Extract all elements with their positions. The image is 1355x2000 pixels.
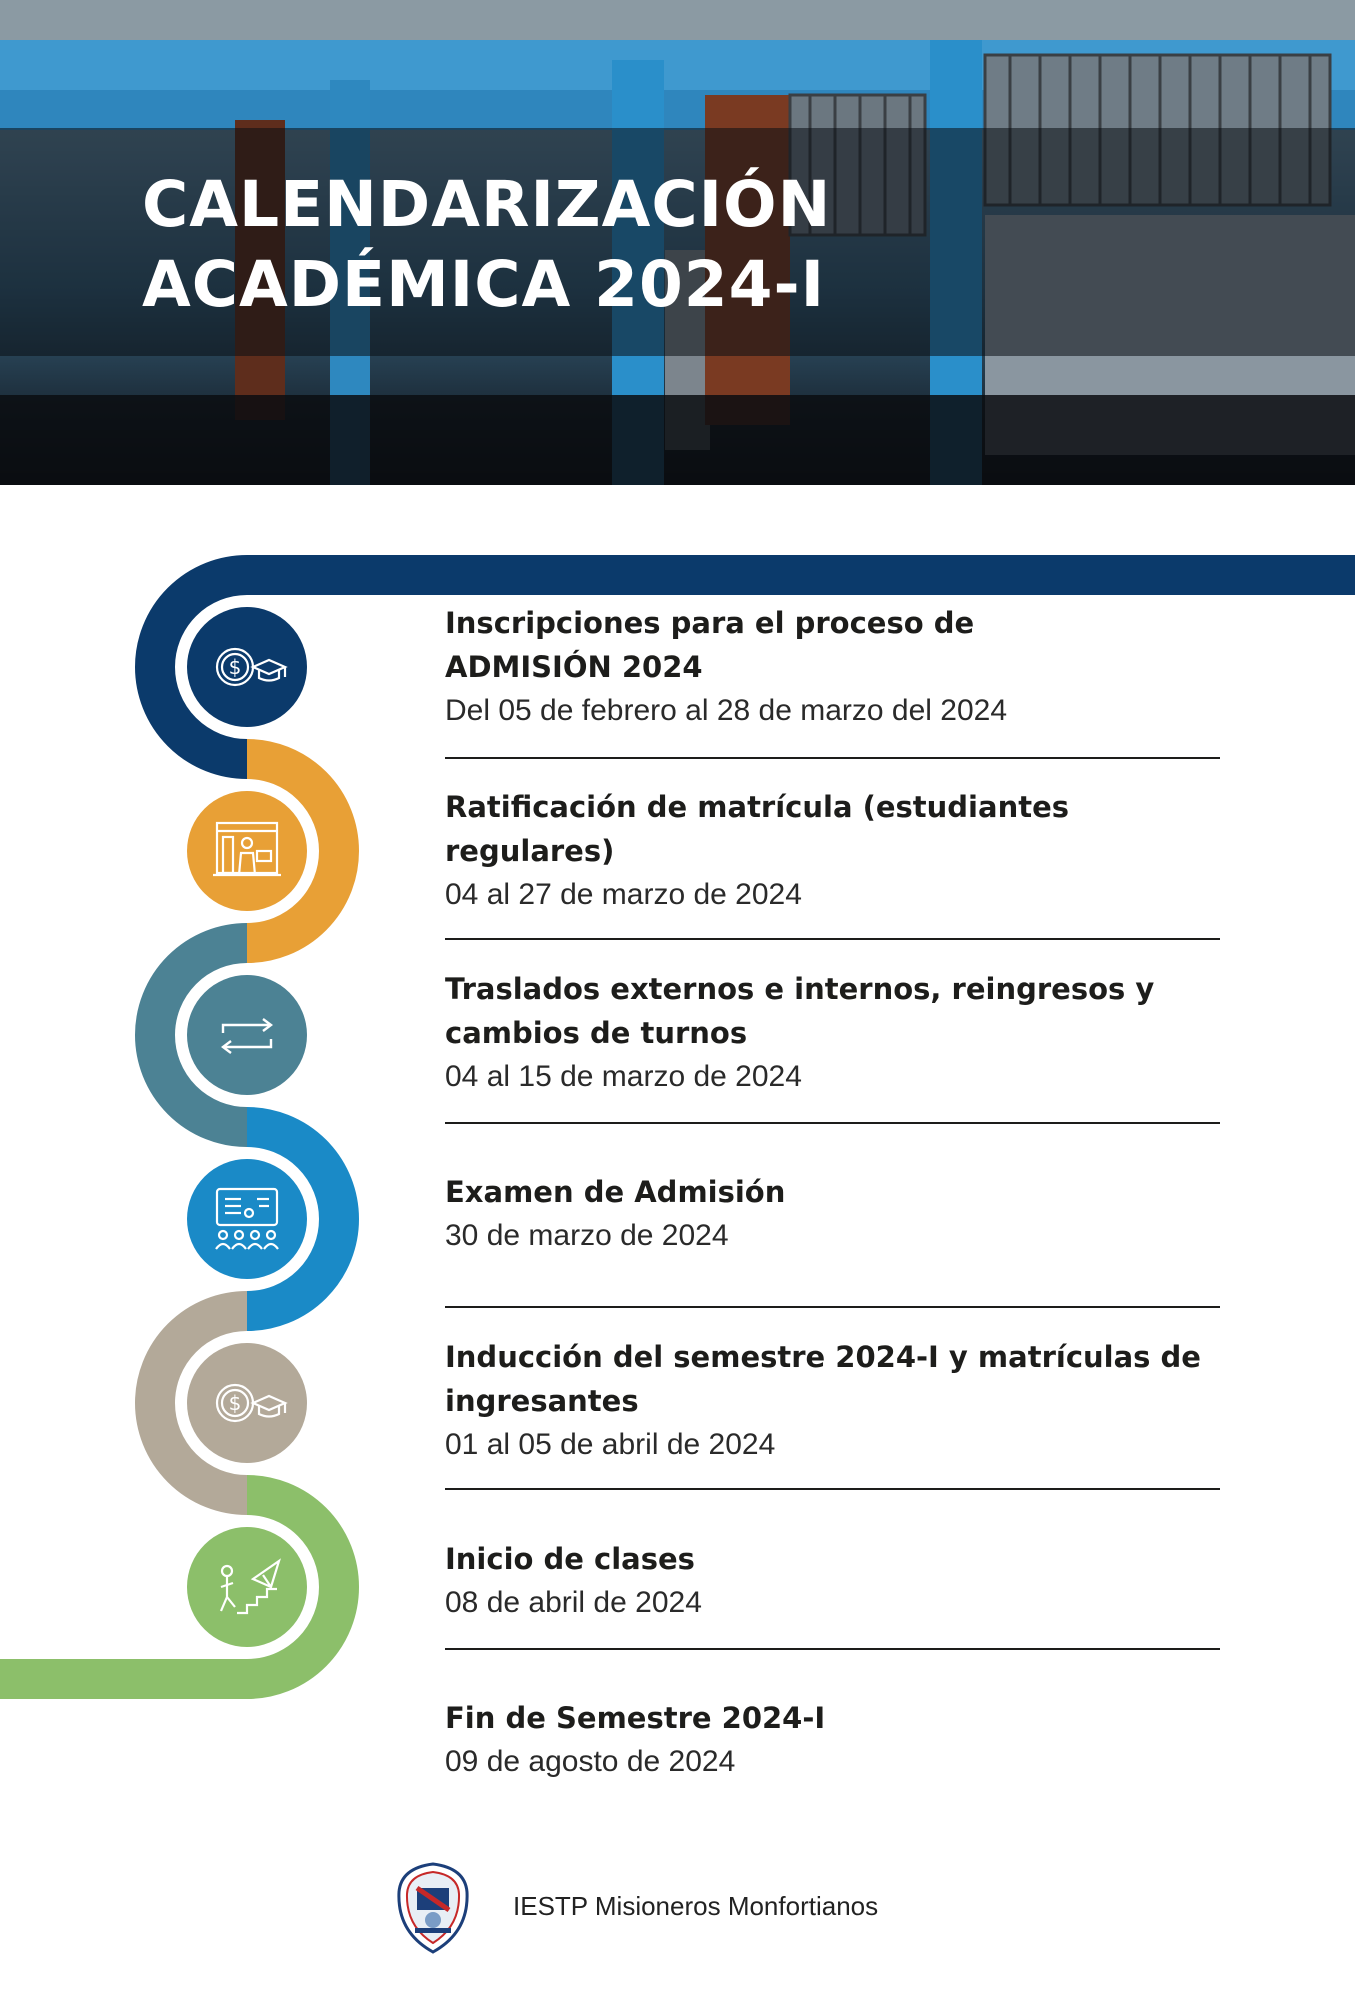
institution-logo: [395, 1862, 471, 1954]
event-date: 09 de agosto de 2024: [445, 1745, 736, 1778]
classroom-exam-icon: [187, 1159, 307, 1279]
event-date: 08 de abril de 2024: [445, 1586, 702, 1619]
divider: [445, 1488, 1220, 1490]
title-line-1: CALENDARIZACIÓN: [142, 168, 832, 241]
event-title: Traslados externos e internos, reingresos y cambios de turnos: [445, 972, 1155, 1050]
event-enrollment-ratification: [445, 785, 1220, 917]
event-date: 30 de marzo de 2024: [445, 1219, 729, 1252]
event-title: Inducción del semestre 2024-I y matrículas de ingresantes: [445, 1340, 1201, 1418]
event-admission-exam: [445, 1170, 1220, 1258]
event-admission-registration: [445, 601, 1220, 733]
divider: [445, 1306, 1220, 1308]
transfer-arrows-icon: [187, 975, 307, 1095]
divider: [445, 757, 1220, 759]
event-title: Inscripciones para el proceso de ADMISIÓN 2024: [445, 606, 975, 684]
money-graduation-icon: [187, 607, 307, 727]
event-transfers: [445, 967, 1220, 1099]
event-date: 04 al 27 de marzo de 2024: [445, 878, 802, 911]
event-induction: [445, 1335, 1220, 1467]
event-classes-start: [445, 1537, 1220, 1625]
event-title: Ratificación de matrícula (estudiantes regulares): [445, 790, 1070, 868]
svg-text:$: $: [228, 655, 242, 679]
stairs-launch-icon: [187, 1527, 307, 1647]
hero-banner: [0, 0, 1355, 485]
event-date: Del 05 de febrero al 28 de marzo del 2024: [445, 694, 1008, 727]
divider: [445, 938, 1220, 940]
event-date: 01 al 05 de abril de 2024: [445, 1428, 776, 1461]
divider: [445, 1122, 1220, 1124]
money-graduation-icon: [187, 1343, 307, 1463]
student-building-icon: [187, 791, 307, 911]
event-title: Examen de Admisión: [445, 1175, 786, 1209]
event-date: 04 al 15 de marzo de 2024: [445, 1060, 802, 1093]
event-title: Inicio de clases: [445, 1542, 695, 1576]
divider: [445, 1648, 1220, 1650]
page-title: [142, 165, 831, 325]
institution-name: IESTP Misioneros Monfortianos: [513, 1891, 879, 1921]
svg-text:$: $: [228, 1391, 242, 1415]
event-semester-end: [445, 1696, 1220, 1784]
event-title: Fin de Semestre 2024-I: [445, 1701, 826, 1735]
title-line-2: ACADÉMICA 2024-I: [142, 248, 826, 321]
